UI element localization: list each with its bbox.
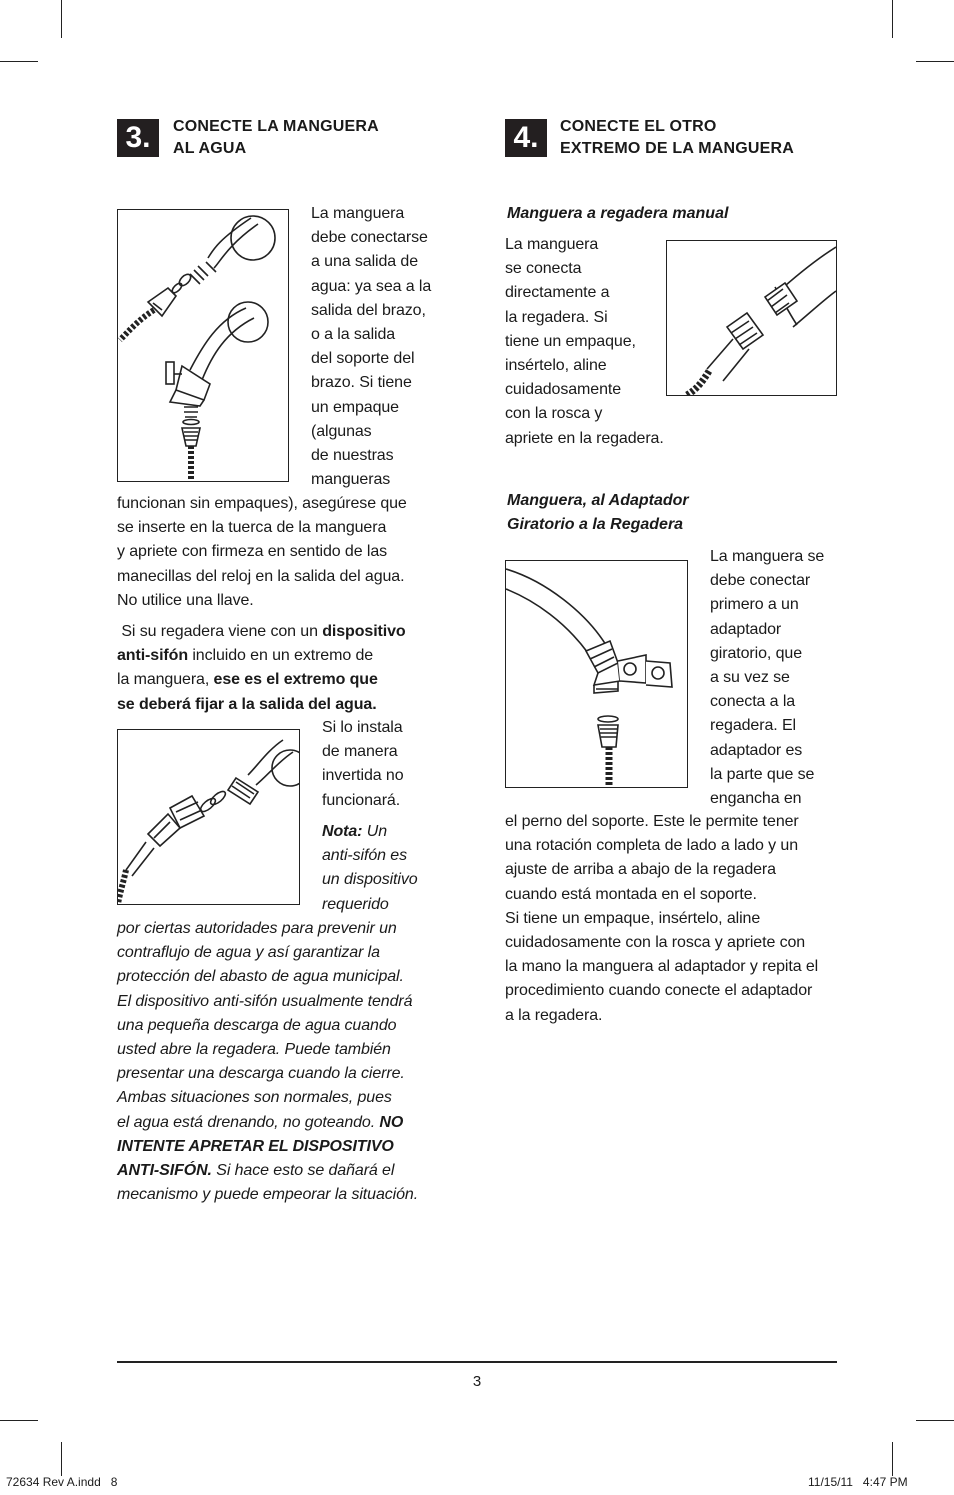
step-4-badge: 4. bbox=[505, 119, 547, 157]
text-line: una rotación completa de lado a lado y un bbox=[505, 837, 798, 855]
text-line: protección del abasto de agua municipal. bbox=[117, 968, 404, 986]
step-3-note-continued bbox=[117, 917, 457, 1207]
text-line: cuando está montada en el soporte. bbox=[505, 885, 757, 903]
step-3-title-line: AL AGUA bbox=[173, 140, 247, 157]
file-slug: 72634 Rev A.indd 8 bbox=[6, 1475, 118, 1489]
step-4-paragraph-1 bbox=[505, 233, 695, 451]
text-line: tiene un empaque, bbox=[505, 332, 636, 350]
date-slug: 11/15/11 4:47 PM bbox=[808, 1475, 908, 1489]
text-line: el perno del soporte. Este le permite tener bbox=[505, 813, 799, 830]
step-4-title bbox=[560, 116, 794, 160]
text-line: una pequeña descarga de agua cuando bbox=[117, 1016, 397, 1034]
text-line: la regadera. Si bbox=[505, 308, 608, 326]
text-line: INTENTE APRETAR EL DISPOSITIVO bbox=[117, 1137, 394, 1155]
step-4-paragraph-2-continued bbox=[505, 810, 850, 1028]
text-run: el agua está drenando, no goteando. bbox=[117, 1113, 376, 1131]
text-line: requerido bbox=[322, 895, 389, 913]
text-line: debe conectarse bbox=[311, 229, 428, 247]
text-line: Ambas situaciones son normales, pues bbox=[117, 1089, 392, 1107]
text-line: cuidadosamente con la rosca y apriete con bbox=[505, 934, 806, 952]
text-line: a su vez se bbox=[710, 669, 790, 687]
crop-mark bbox=[892, 0, 893, 38]
text-line bbox=[117, 644, 457, 668]
step-3-title-line: CONECTE LA MANGUERA bbox=[173, 118, 379, 135]
text-line: insértelo, aline bbox=[505, 357, 607, 375]
crop-mark bbox=[916, 1420, 954, 1421]
text-run: Si su regadera viene con un bbox=[117, 623, 323, 640]
step-3-paragraph-2-continued bbox=[322, 716, 447, 813]
text-line: adaptador bbox=[710, 620, 782, 638]
crop-mark bbox=[916, 61, 954, 62]
text-line: manecillas del reloj en la salida del agua. bbox=[117, 567, 405, 585]
text-line: La manguera bbox=[505, 236, 599, 253]
text-line: contraflujo de agua y así garantizar la bbox=[117, 944, 380, 962]
crop-mark bbox=[61, 0, 62, 38]
text-line: ajuste de arriba a abajo de la regadera bbox=[505, 861, 776, 879]
text-run: incluido en un extremo de bbox=[188, 647, 374, 665]
step-3-paragraph-1-continued bbox=[117, 492, 457, 613]
text-line: la parte que se bbox=[710, 765, 815, 783]
text-line bbox=[117, 668, 457, 692]
text-line bbox=[117, 620, 457, 644]
text-line: regadera. El bbox=[710, 717, 796, 735]
text-line: Si tiene un empaque, insértelo, aline bbox=[505, 909, 761, 927]
swivel-adapter-illustration bbox=[505, 560, 688, 788]
text-run: la manguera, bbox=[117, 671, 214, 689]
text-run: anti-sifón bbox=[117, 647, 188, 665]
step-4-paragraph-2 bbox=[710, 545, 845, 811]
text-line bbox=[117, 1159, 457, 1183]
text-line: (algunas bbox=[311, 422, 372, 440]
step-4-subheading-2 bbox=[507, 489, 689, 537]
crop-mark bbox=[0, 61, 38, 62]
step-4-subheading-1: Manguera a regadera manual bbox=[507, 205, 729, 222]
text-line: primero a un bbox=[710, 596, 799, 614]
text-line: o a la salida bbox=[311, 326, 396, 344]
text-line: se inserte en la tuerca de la manguera bbox=[117, 519, 387, 537]
text-line: apriete en la regadera. bbox=[505, 429, 664, 447]
step-4-title-line: EXTREMO DE LA MANGUERA bbox=[560, 140, 795, 157]
text-line: de nuestras bbox=[311, 447, 394, 465]
text-line: debe conectar bbox=[710, 572, 811, 590]
text-line: la mano la manguera al adaptador y repita el bbox=[505, 958, 819, 976]
text-line: presentar una descarga cuando la cierre. bbox=[117, 1065, 405, 1083]
text-line: un empaque bbox=[311, 398, 399, 416]
text-line: directamente a bbox=[505, 284, 610, 302]
step-3-title bbox=[173, 116, 379, 160]
text-line: del soporte del bbox=[311, 350, 415, 368]
crop-mark bbox=[0, 1420, 38, 1421]
text-run: ese es el extremo que bbox=[213, 671, 378, 689]
step-3-paragraph-2 bbox=[117, 620, 457, 717]
subheading-line: Manguera, al Adaptador bbox=[507, 492, 689, 509]
text-line: por ciertas autoridades para prevenir un bbox=[117, 920, 397, 937]
text-line: usted abre la regadera. Puede también bbox=[117, 1041, 391, 1059]
text-line: mangueras bbox=[311, 471, 391, 489]
text-line: No utilice una llave. bbox=[117, 591, 254, 609]
step-3-paragraph-1 bbox=[311, 202, 451, 492]
text-line: El dispositivo anti-sifón usualmente tendrá bbox=[117, 992, 413, 1010]
text-line: mecanismo y puede empeorar la situación. bbox=[117, 1186, 419, 1204]
text-line: brazo. Si tiene bbox=[311, 374, 412, 392]
crop-mark bbox=[61, 1442, 62, 1476]
step-3-note bbox=[322, 820, 447, 917]
text-line: anti-sifón es bbox=[322, 847, 407, 865]
text-run: dispositivo bbox=[322, 623, 406, 640]
step-4-title-line: CONECTE EL OTRO bbox=[560, 118, 717, 135]
text-line: de manera bbox=[322, 743, 398, 761]
text-line: a una salida de bbox=[311, 253, 419, 271]
text-line: adaptador es bbox=[710, 741, 803, 759]
text-line: un dispositivo bbox=[322, 871, 418, 889]
footer-rule bbox=[117, 1361, 837, 1363]
text-run: NO bbox=[375, 1113, 404, 1131]
text-line: La manguera bbox=[311, 205, 405, 222]
text-run: Si hace esto se dañará el bbox=[211, 1162, 395, 1180]
text-line bbox=[117, 1111, 457, 1135]
text-run: Un bbox=[362, 823, 387, 840]
text-line: se deberá fijar a la salida del agua. bbox=[117, 695, 377, 713]
text-line: funcionan sin empaques), asegúrese que bbox=[117, 495, 407, 512]
text-line: y apriete con firmeza en sentido de las bbox=[117, 543, 388, 561]
step-3-badge: 3. bbox=[117, 119, 159, 157]
text-line: salida del brazo, bbox=[311, 301, 426, 319]
text-line: procedimiento cuando conecte el adaptador bbox=[505, 982, 813, 1000]
note-label: Nota: bbox=[322, 823, 363, 840]
text-run: ANTI-SIFÓN. bbox=[117, 1162, 212, 1180]
anti-siphon-illustration bbox=[117, 729, 300, 905]
text-line: Si lo instala bbox=[322, 719, 403, 736]
text-line: cuidadosamente bbox=[505, 381, 622, 399]
text-line: se conecta bbox=[505, 260, 582, 278]
text-line: agua: ya sea a la bbox=[311, 277, 432, 295]
crop-mark bbox=[892, 1442, 893, 1476]
text-line: con la rosca y bbox=[505, 405, 603, 423]
subheading-line: Giratorio a la Regadera bbox=[507, 516, 684, 533]
text-line: engancha en bbox=[710, 790, 802, 808]
text-line: giratorio, que bbox=[710, 644, 802, 662]
text-line bbox=[322, 820, 447, 844]
page-number: 3 bbox=[472, 1373, 482, 1390]
text-line: a la regadera. bbox=[505, 1006, 603, 1024]
text-line: invertida no bbox=[322, 767, 404, 785]
text-line: La manguera se bbox=[710, 548, 825, 565]
text-line: conecta a la bbox=[710, 693, 796, 711]
text-line: funcionará. bbox=[322, 791, 401, 809]
arm-outlet-illustration bbox=[117, 209, 289, 482]
